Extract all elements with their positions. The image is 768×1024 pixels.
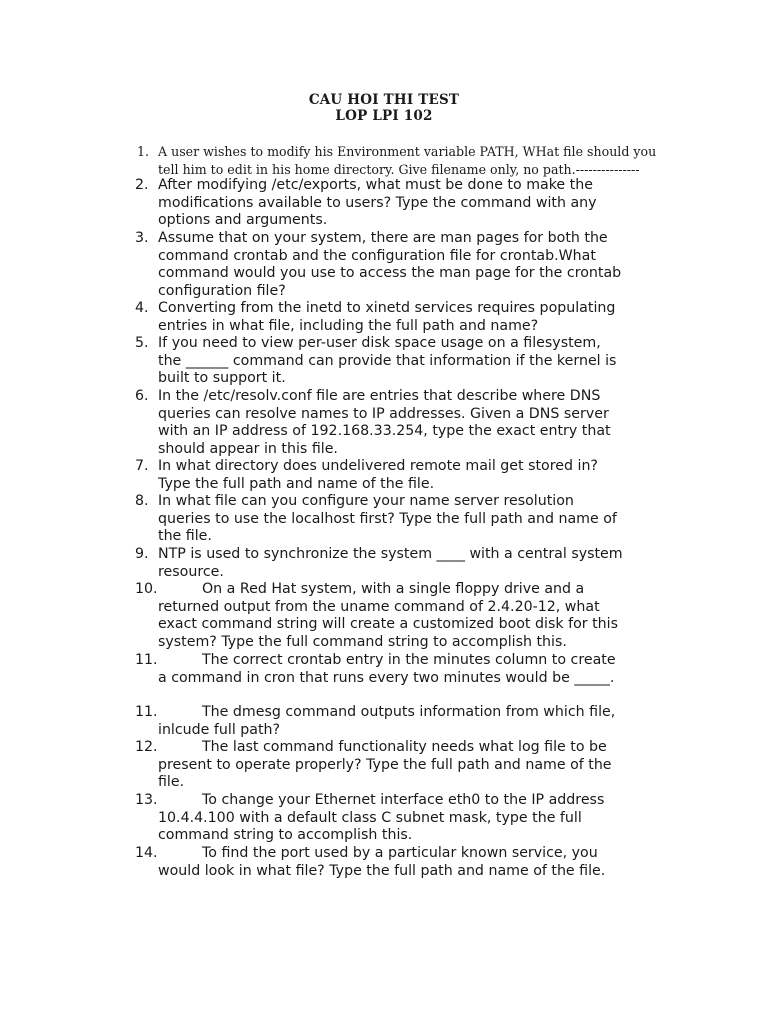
question-number: 8. bbox=[135, 493, 149, 509]
question-number: 2. bbox=[135, 177, 149, 193]
question-text-line bbox=[158, 792, 660, 810]
question-number: 3. bbox=[135, 230, 149, 246]
question-number: 11. bbox=[135, 652, 158, 668]
question-text bbox=[158, 300, 660, 335]
question-text-line: entries in what file, including the full path and name? bbox=[158, 317, 539, 334]
question-number: 5. bbox=[135, 335, 149, 351]
question-number: 7. bbox=[135, 458, 149, 474]
question-text-line bbox=[158, 704, 660, 722]
question-text-line: resource. bbox=[158, 563, 224, 580]
question-number: 11. bbox=[135, 704, 158, 720]
question-text-line bbox=[158, 581, 660, 599]
question-text-line: A user wishes to modify his Environment variable PATH, WHat file should you bbox=[158, 144, 657, 159]
question-text-line: Type the full path and name of the file. bbox=[158, 475, 435, 492]
question-text-line: with an IP address of 192.168.33.254, type the exact entry that bbox=[158, 423, 611, 439]
question-text bbox=[158, 388, 660, 458]
question-text bbox=[158, 546, 660, 581]
question-text-line: returned output from the uname command of 2.4.20-12, what bbox=[158, 598, 600, 615]
question-text-line: Assume that on your system, there are man pages for both the bbox=[158, 230, 608, 246]
question-text-line: In what file can you configure your name server resolution bbox=[158, 493, 574, 509]
question-text-line: the file. bbox=[158, 528, 212, 544]
document-subtitle: LOP LPI 102 bbox=[335, 108, 433, 124]
document-title: CAU HOI THI TEST bbox=[308, 92, 460, 108]
question-text bbox=[158, 335, 660, 388]
question-text-line: 10.4.4.100 with a default class C subnet mask, type the full bbox=[158, 809, 582, 826]
question-text bbox=[158, 581, 660, 651]
question-text-line: the ______ command can provide that information if the kernel is bbox=[158, 352, 617, 369]
question-text bbox=[158, 845, 660, 880]
question-text-content: On a Red Hat system, with a single floppy drive and a bbox=[202, 581, 585, 597]
question-text-line: a command in cron that runs every two minutes would be _____. bbox=[158, 669, 615, 686]
question-text bbox=[158, 493, 660, 546]
question-text-line: options and arguments. bbox=[158, 212, 328, 228]
question-text-line: should appear in this file. bbox=[158, 440, 338, 457]
question-text-line bbox=[158, 739, 660, 757]
question-text bbox=[158, 177, 660, 230]
question-text-line: If you need to view per-user disk space usage on a filesystem, bbox=[158, 335, 601, 351]
question-text-line: modifications available to users? Type the command with any bbox=[158, 194, 597, 211]
question-text-line: built to support it. bbox=[158, 370, 286, 386]
question-text-line: command would you use to access the man page for the crontab bbox=[158, 265, 622, 281]
question-text bbox=[158, 143, 660, 179]
question-number: 12. bbox=[135, 739, 158, 755]
question-text-line: inlcude full path? bbox=[158, 721, 281, 738]
question-text-line: exact command string will create a customized boot disk for this bbox=[158, 616, 618, 632]
question-text-line: After modifying /etc/exports, what must be done to make the bbox=[158, 177, 593, 193]
question-text-line: tell him to edit in his home directory. Give filename only, no path.--------------- bbox=[158, 162, 640, 177]
question-number: 6. bbox=[135, 388, 149, 404]
question-text-line: queries can resolve names to IP addresses. Given a DNS server bbox=[158, 405, 609, 422]
question-number: 13. bbox=[135, 792, 158, 808]
question-number: 14. bbox=[135, 845, 158, 861]
question-text-line: would look in what file? Type the full path and name of the file. bbox=[158, 862, 606, 879]
question-text-line: In the /etc/resolv.conf file are entries that describe where DNS bbox=[158, 388, 601, 404]
question-number: 1. bbox=[137, 144, 150, 159]
question-text bbox=[158, 652, 660, 687]
question-text bbox=[158, 230, 660, 300]
question-text-line: command string to accomplish this. bbox=[158, 827, 413, 843]
question-text-content: The dmesg command outputs information from which file, bbox=[202, 704, 616, 720]
question-text-content: The correct crontab entry in the minutes column to create bbox=[202, 652, 616, 668]
question-number: 10. bbox=[135, 581, 158, 597]
question-text-line bbox=[158, 845, 660, 863]
question-text bbox=[158, 704, 660, 739]
question-text bbox=[158, 792, 660, 845]
question-text bbox=[158, 739, 660, 792]
question-number: 4. bbox=[135, 300, 149, 316]
question-text-content: To find the port used by a particular known service, you bbox=[202, 845, 598, 861]
question-text-line: command crontab and the configuration file for crontab.What bbox=[158, 247, 596, 264]
question-text-content: The last command functionality needs what log file to be bbox=[202, 739, 607, 755]
question-text-line: file. bbox=[158, 774, 185, 790]
question-text-line bbox=[158, 652, 660, 670]
question-text-line: In what directory does undelivered remote mail get stored in? bbox=[158, 458, 598, 474]
question-text-line: configuration file? bbox=[158, 282, 286, 299]
question-text-line: queries to use the localhost first? Type the full path and name of bbox=[158, 510, 617, 527]
question-text-line: Converting from the inetd to xinetd services requires populating bbox=[158, 300, 616, 316]
question-text-line: system? Type the full command string to accomplish this. bbox=[158, 633, 567, 650]
question-text-line: NTP is used to synchronize the system ____ with a central system bbox=[158, 546, 623, 562]
question-text-content: To change your Ethernet interface eth0 to the IP address bbox=[202, 792, 605, 808]
question-number: 9. bbox=[135, 546, 149, 562]
question-text-line: present to operate properly? Type the full path and name of the bbox=[158, 756, 612, 773]
question-text bbox=[158, 458, 660, 493]
